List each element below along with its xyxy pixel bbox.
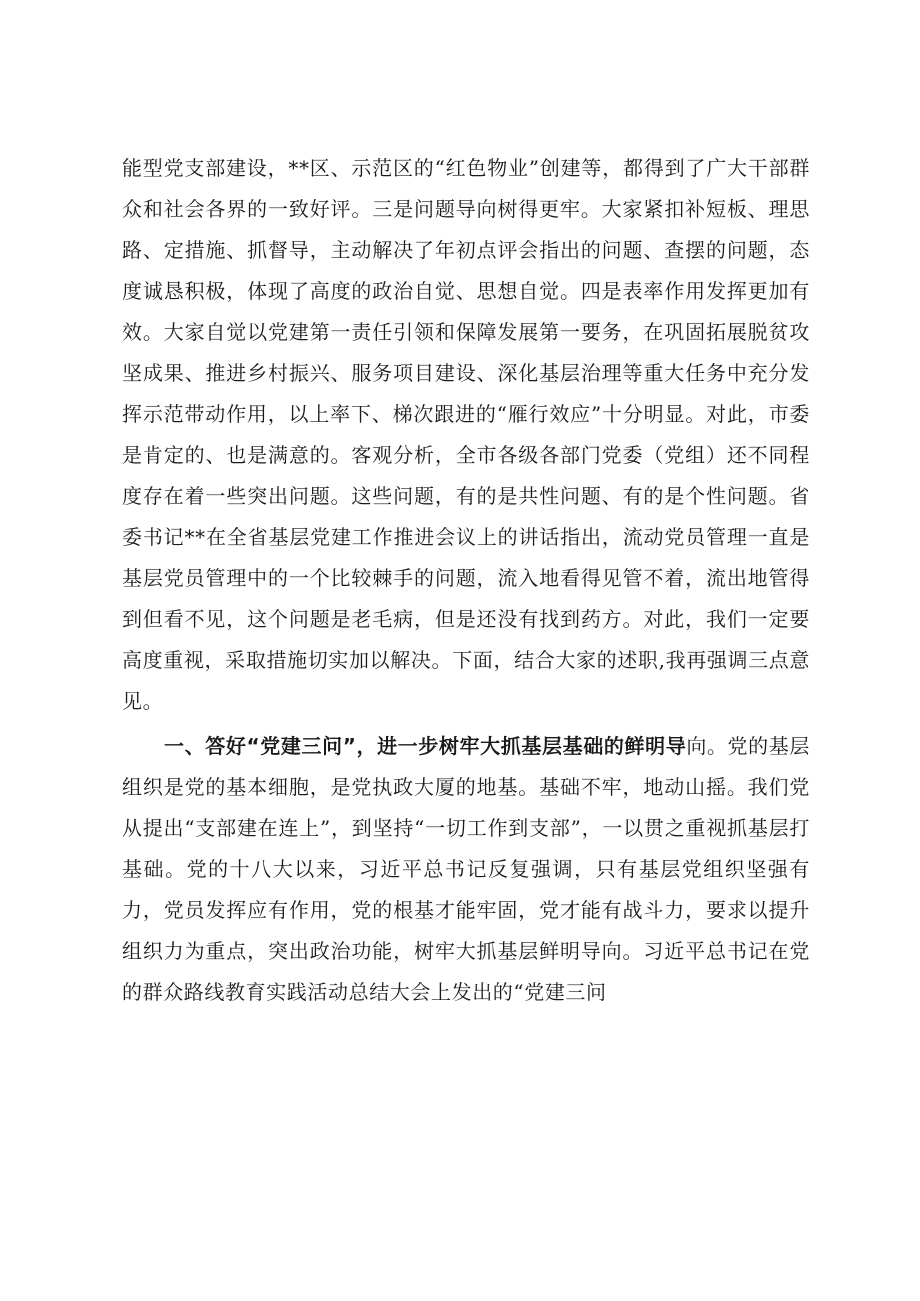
paragraph-text: 向。党的基层组织是党的基本细胞，是党执政大厦的地基。基础不牢，地动山摇。我们党从提出“支部建在连上”，到坚持“一切工作到支部”，一以贯之重视抓基层打基础。党的十八大以来，习近平总书记反复强调，只有基层党组织坚强有力，党员发挥应有作用，党的根基才能牢固，党才能有战斗力，要求以提升组织力为重点，突出政治功能，树牢大抓基层鲜明导向。习近平总书记在党的群众路线教育实践活动总结大会上发出的“党建三问: [122, 734, 810, 1004]
paragraph-section-one: [122, 726, 810, 1013]
paragraph-text: 能型党支部建设，**区、示范区的“红色物业”创建等，都得到了广大干部群众和社会各界的一致好评。三是问题导向树得更牢。大家紧扣补短板、理思路、定措施、抓督导，主动解决了年初点评会指出的问题、查摆的问题，态度诚恳积极，体现了高度的政治自觉、思想自觉。四是表率作用发挥更加有效。大家自觉以党建第一责任引领和保障发展第一要务，在巩固拓展脱贫攻坚成果、推进乡村振兴、服务项目建设、深化基层治理等重大任务中充分发挥示范带动作用，以上率下、梯次跟进的“雁行效应”十分明显。对此，市委是肯定的、也是满意的。客观分析，全市各级各部门党委（党组）还不同程度存在着一些突出问题。这些问题，有的是共性问题、有的是个性问题。省委书记**在全省基层党建工作推进会议上的讲话指出，流动党员管理一直是基层党员管理中的一个比较棘手的问题，流入地看得见管不着，流出地管得到但看不见，这个问题是老毛病，但是还没有找到药方。对此，我们一定要高度重视，采取措施切实加以解决。下面，结合大家的述职,我再强调三点意见。: [122, 156, 810, 713]
paragraph-continuation: [122, 148, 810, 722]
section-heading: 一、答好“党建三问”，进一步树牢大抓基层基础的鲜明导: [164, 734, 687, 758]
document-body: [122, 148, 810, 1013]
